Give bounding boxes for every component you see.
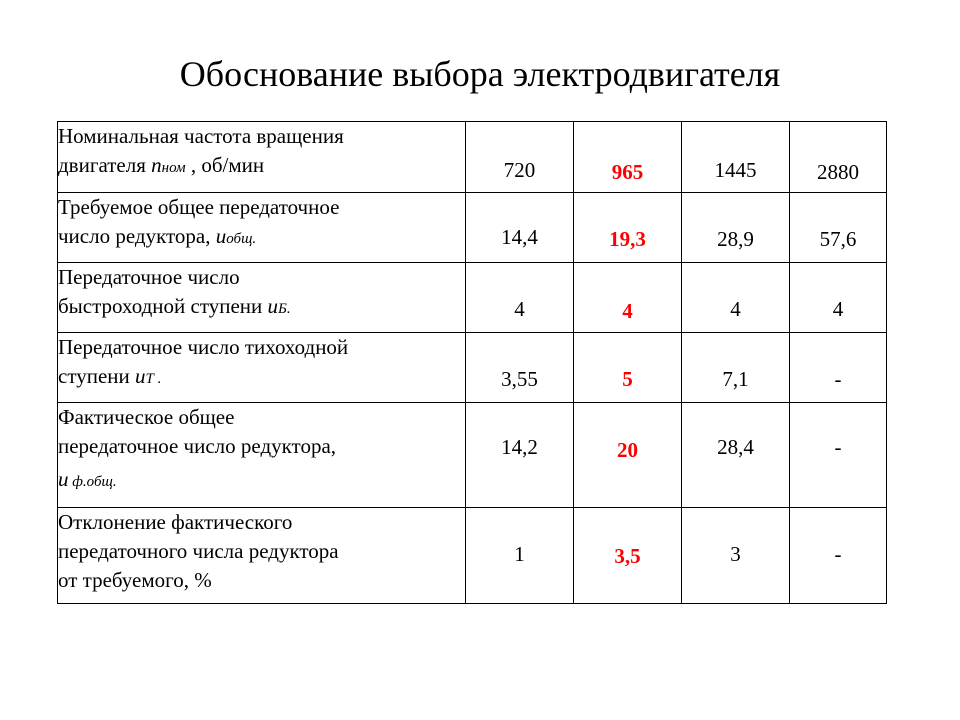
table-cell: 14,2 [466, 403, 574, 508]
row-label: Фактическое общее передаточное число редуктора, u ф.общ. [58, 403, 466, 508]
table-cell-selected: 19,3 [574, 193, 682, 263]
table-cell-selected: 3,5 [574, 508, 682, 604]
table-cell-selected: 20 [574, 403, 682, 508]
table-cell: 1445 [682, 122, 790, 193]
table-cell-selected: 965 [574, 122, 682, 193]
row-label: Передаточное число быстроходной ступени uБ. [58, 263, 466, 333]
row-label: Передаточное число тихоходной ступени uТ . [58, 333, 466, 403]
row-label: Номинальная частота вращения двигателя nном , об/мин [58, 122, 466, 193]
table-cell-selected: 5 [574, 333, 682, 403]
table-cell: 4 [466, 263, 574, 333]
table-cell: 14,4 [466, 193, 574, 263]
row-label: Отклонение фактического передаточного числа редуктора от требуемого, % [58, 508, 466, 604]
table-cell: - [790, 403, 887, 508]
table-cell: 2880 [790, 122, 887, 193]
table-cell: 3,55 [466, 333, 574, 403]
table-cell: 1 [466, 508, 574, 604]
table-row-rated-speed [58, 122, 887, 193]
table-cell: 7,1 [682, 333, 790, 403]
table-cell: 4 [790, 263, 887, 333]
row-label: Требуемое общее передаточное число редуктора, uобщ. [58, 193, 466, 263]
table-row-high-speed-ratio [58, 263, 887, 333]
table-row-actual-ratio [58, 403, 887, 508]
slide-title: Обоснование выбора электродвигателя [179, 54, 781, 94]
table-cell: 3 [682, 508, 790, 604]
table-cell: - [790, 508, 887, 604]
table-cell-selected: 4 [574, 263, 682, 333]
table-row-required-ratio [58, 193, 887, 263]
table-cell: - [790, 333, 887, 403]
table-cell: 4 [682, 263, 790, 333]
motor-selection-table [57, 121, 887, 604]
table-row-low-speed-ratio [58, 333, 887, 403]
table-row-deviation [58, 508, 887, 604]
table-cell: 720 [466, 122, 574, 193]
table-cell: 28,9 [682, 193, 790, 263]
table-cell: 28,4 [682, 403, 790, 508]
table-cell: 57,6 [790, 193, 887, 263]
